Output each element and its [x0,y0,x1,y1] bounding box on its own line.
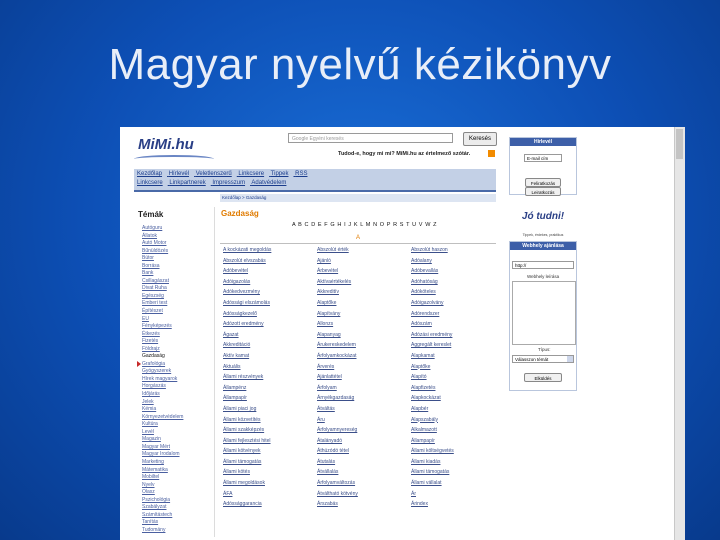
nav-link-linkpartnerek[interactable]: Linkpartnerek [169,180,206,186]
active-topic-marker-icon [137,361,141,367]
newsletter-email-input[interactable]: E-mail cím [524,154,562,162]
keyword-column-2 [317,245,407,510]
site-description-label: Webhely leírása [527,274,560,279]
current-letter: A [356,235,361,241]
keyword-link[interactable]: Ágazat [223,331,239,338]
logo-text: MiMi.hu [138,136,194,153]
nav-bar [134,169,496,192]
sidebar-topic[interactable]: Bank [142,270,154,277]
type-label: Típus: [538,347,551,352]
keyword-column-1 [223,245,313,510]
keyword-link[interactable]: Átváltható kötvény [317,490,358,497]
keyword-link[interactable]: Állampapír [223,395,247,402]
sidebar-topic[interactable]: Olasz [142,489,155,496]
sidebar-topic[interactable]: Magazin [142,436,161,443]
sidebar-topic[interactable]: Földrajz [142,345,160,352]
sidebar-topic-list [142,225,212,534]
keyword-link[interactable]: Állami szakképzés [223,427,265,434]
vertical-scrollbar[interactable] [674,127,685,540]
sidebar-topic[interactable]: Borrása [142,262,160,269]
sidebar-topic[interactable]: Emberi test [142,300,168,307]
keyword-link[interactable]: Árfolyamnyereség [317,427,358,434]
nav-link-rss[interactable]: RSS [295,171,308,177]
sidebar-topic[interactable]: Mobiltel [142,474,160,481]
page-title: Gazdaság [221,209,259,218]
keyword-link[interactable]: Árverés [317,363,335,370]
slide-title: Magyar nyelvű kézikönyv [108,40,612,89]
sidebar-topic[interactable]: Gyógyszerek [142,368,172,375]
sidebar-topic[interactable]: Mátematika [142,466,168,473]
keyword-column-3 [411,245,501,510]
keyword-link[interactable]: Árnyékgazdaság [317,395,355,402]
jo-tudni-subtitle: Tippek, érdekes, praktikus [522,233,564,237]
sidebar-topic[interactable]: Marketing [142,458,164,465]
keyword-link[interactable]: Állampapír [411,437,435,444]
keyword-link[interactable]: Áthúzódó tétel [317,448,349,455]
alphabet-index[interactable]: A B C D E F G H I J K L M N O P R S T U V W Z [292,222,438,228]
sidebar-topic[interactable]: Fizetés [142,338,159,345]
keyword-link[interactable]: Ajánló [317,257,331,264]
keyword-link[interactable]: Adóigazolvány [411,299,444,306]
keyword-link[interactable]: Átalányadó [317,437,343,444]
site-submit-title: Webhely ajánlása [510,242,576,250]
sidebar-topic[interactable]: Nyelv [142,481,155,488]
keyword-link[interactable]: Állami kötés [223,469,250,476]
sidebar-topic[interactable]: Egészség [142,292,164,299]
sidebar-topic[interactable]: Kultúra [142,421,158,428]
keyword-link[interactable]: Adóbevallás [411,268,439,275]
keyword-link[interactable]: Állami támogatás [223,458,262,465]
sidebar-topic[interactable]: Magyar Irodalom [142,451,180,458]
keyword-link[interactable]: Ajánlattétel [317,374,342,381]
keyword-link[interactable]: Adósságkezelő [223,310,257,317]
keyword-link[interactable]: Árfolyamváltozás [317,480,356,487]
keyword-link[interactable]: Abszolút érték [317,247,349,253]
keyword-link[interactable]: Állami költségvetés [411,448,454,455]
keyword-link[interactable]: Abszolút elvszabás [223,257,266,264]
sidebar-topic[interactable]: Építészet [142,308,163,315]
sidebar-topic[interactable]: Jelek [142,398,154,405]
keyword-link[interactable]: Állami megoldások [223,480,265,487]
keyword-link[interactable]: Árfolyam [317,384,337,391]
keyword-link[interactable]: Alapító [411,374,427,381]
keyword-link[interactable]: Akkreditáció [223,342,251,349]
newsletter-title: Hírlevél [510,138,576,146]
keyword-link[interactable]: Alapítvány [317,310,341,317]
keyword-link[interactable]: Adórendszer [411,310,440,317]
keyword-link[interactable]: Aktívaértékelés [317,278,352,285]
keyword-link[interactable]: Adószám [411,321,432,328]
nav-link-impresszum[interactable]: Impresszum [212,180,246,186]
keyword-link[interactable]: Átutalás [317,458,336,465]
nav-link-veletlen[interactable]: Veletlenszerű [195,171,232,177]
keyword-link[interactable]: Adóbevétel [223,268,249,275]
keyword-link[interactable]: Állampénz [223,384,247,391]
nav-link-adatvedelem[interactable]: Adatvédelem [251,180,287,186]
keyword-link[interactable]: A kockázati megoldás [223,247,272,253]
sidebar-topic[interactable]: Állatok [142,232,158,239]
sidebar-topic[interactable]: Bútor [142,255,154,262]
rss-icon[interactable] [488,150,495,157]
keyword-link[interactable]: Állami fejlesztési hitel [223,437,271,444]
unsubscribe-button[interactable]: Leiratkozás [525,187,561,196]
keyword-link[interactable]: Alapkamat [411,352,435,359]
keyword-link[interactable]: Adóssággarancia [223,501,262,508]
nav-link-linkcsere[interactable]: Linkcsere [238,171,265,177]
keyword-link[interactable]: Adóköteles [411,289,436,296]
keyword-link[interactable]: Árszabás [317,501,338,508]
search-button[interactable]: Keresés [463,132,497,146]
sidebar-topic[interactable]: Bűnüldözés [142,247,169,254]
sidebar-topic[interactable]: Szabályzat [142,504,167,511]
keyword-link[interactable]: Árukereskedelem [317,342,356,349]
breadcrumb[interactable]: Kezdőlap > Gazdaság [220,194,496,202]
keyword-link[interactable]: Állami közvetítés [223,416,261,423]
keyword-link[interactable]: Adóssági elszámolás [223,299,270,306]
sidebar-topic[interactable]: Tanítás [142,519,159,526]
jo-tudni-banner[interactable]: Jó tudni! [521,211,565,222]
keyword-link[interactable]: Allonzs [317,321,334,328]
keyword-link[interactable]: Adóalany [411,257,432,264]
keyword-link[interactable]: Állami támogatás [411,469,450,476]
keyword-link[interactable]: ÁFA [223,490,233,497]
keyword-link[interactable]: Alapkockázat [411,395,441,402]
keyword-link[interactable]: Adózási eredmény [411,331,453,338]
subscribe-button[interactable]: Feliratkozás [525,178,561,187]
sidebar-title: Témák [138,210,164,219]
keyword-link[interactable]: Aggregált kereslet [411,342,452,349]
scrollbar-thumb[interactable] [676,129,683,159]
sidebar-topic[interactable]: Tudomány [142,526,166,533]
sidebar-topic[interactable]: Gazdaság [142,353,165,360]
sidebar-topic[interactable]: Grafológia [142,360,166,367]
site-url-input[interactable]: http:// [512,261,574,269]
keyword-link[interactable]: Átvállalás [317,469,339,476]
keyword-link[interactable]: Adózott eredmény [223,321,264,328]
keyword-link[interactable]: Alaptőke [317,299,337,306]
keyword-link[interactable]: Adókedvezmény [223,289,260,296]
submit-site-button[interactable]: Elküldés [524,373,562,382]
keyword-link[interactable]: Alapbér [411,405,429,412]
sidebar-topic[interactable]: Levél [142,428,154,435]
logo-swoosh [134,155,214,163]
sidebar-topic[interactable]: Pszichológia [142,496,171,503]
sidebar-topic[interactable]: Hírek magyarok [142,375,178,382]
column-divider [214,207,215,537]
sidebar-topic[interactable]: EU [142,315,149,322]
keyword-link[interactable]: Abszolút haszon [411,247,448,253]
sidebar-topic[interactable]: Étkezés [142,330,160,337]
keyword-link[interactable]: Alapanyag [317,331,341,338]
sidebar-topic[interactable]: Számítástech [142,511,173,518]
topic-select[interactable] [512,355,574,363]
browser-screenshot [120,127,685,540]
sidebar-topic[interactable]: Kémia [142,406,157,413]
sidebar-topic[interactable]: Divat Ruha [142,285,167,292]
nav-link-kezdolap[interactable]: Kezdőlap [137,171,163,177]
sidebar-topic[interactable]: Környezetvédelem [142,413,184,420]
tagline: Tudod-e, hogy mi mi? MiMi.hu az értelmező szótár. [338,151,471,157]
topic-select-value: Válasszon témát [515,357,549,362]
keyword-link[interactable]: Adóigazolás [223,278,251,285]
keyword-link[interactable]: Aktív kamat [223,352,250,359]
sidebar-topic[interactable]: Csillagászat [142,277,169,284]
keyword-link[interactable]: Akkreditív [317,289,339,296]
sidebar-topic[interactable]: Időjárás [142,391,160,398]
divider [220,243,496,244]
sidebar-topic[interactable]: Autó Motor [142,240,167,247]
keyword-link[interactable]: Alapfizetés [411,384,436,391]
keyword-link[interactable]: Árbevétel [317,268,339,275]
nav-link-linkcsere2[interactable]: Linkcsere [137,180,163,186]
site-logo[interactable] [132,133,204,157]
chevron-down-icon [567,356,573,362]
site-description-textarea[interactable] [512,281,576,345]
keyword-link[interactable]: Állami kiadás [411,458,441,465]
keyword-link[interactable]: Állami vállalat [411,480,442,487]
keyword-link[interactable]: Adóhatóság [411,278,438,285]
sidebar-topic[interactable]: Fényképezés [142,323,172,330]
keyword-link[interactable]: Alkalmazott [411,427,437,434]
sidebar-topic[interactable]: Autóguru [142,225,163,231]
sidebar-topic[interactable]: Magyar Mért [142,443,171,450]
keyword-link[interactable]: Alaptőke [411,363,431,370]
nav-link-hirlevel[interactable]: Hírlevél [168,171,190,177]
keyword-link[interactable]: Állami kötvények [223,448,261,455]
nav-link-tippek[interactable]: Tippek [270,171,289,177]
keyword-link[interactable]: Állami részvények [223,374,264,381]
keyword-link[interactable]: Árindex [411,501,428,508]
keyword-link[interactable]: Ár [411,490,416,497]
keyword-link[interactable]: Átváltás [317,405,335,412]
keyword-link[interactable]: Árfolyamkockázat [317,352,357,359]
keyword-link[interactable]: Állami piaci jog [223,405,257,412]
search-input[interactable]: Google Egyéni keresés [288,133,453,143]
keyword-link[interactable]: Aktuális [223,363,241,370]
sidebar-topic[interactable]: Horgászás [142,383,166,390]
keyword-link[interactable]: Alapszabály [411,416,438,423]
keyword-link[interactable]: Áru [317,416,325,423]
